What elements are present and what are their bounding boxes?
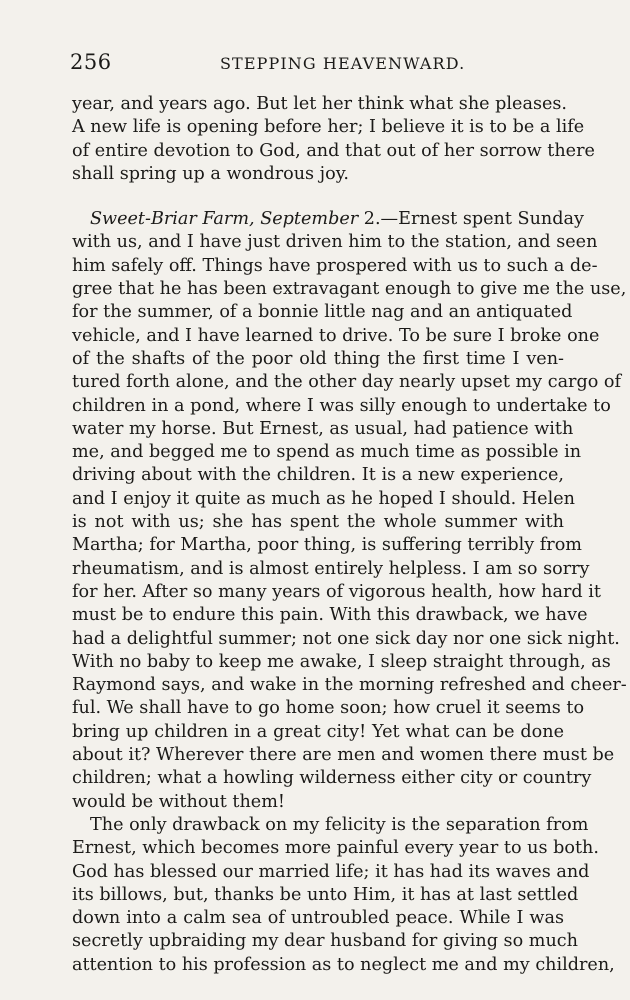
text-line: Raymond says, and wake in the morning refreshed and cheer- [72,675,627,696]
text-line: driving about with the children. It is a new experience, [72,465,564,486]
text-line: year, and years ago. But let her think what she pleases. [72,94,568,114]
text-line: secretly upbraiding my dear husband for giving so much [72,931,578,952]
text-line: for her. After so many years of vigorous health, how hard it [72,581,601,602]
text-line: gree that he has been extravagant enough to give me the use, [72,279,627,300]
text-line: God has blessed our married life; it has had its waves and [72,861,590,882]
text-line: With no baby to keep me awake, I sleep straight through, as [72,651,611,672]
text-line: its billows, but, thanks be unto Him, it has at last settled [72,884,579,905]
text-line: shall spring up a wondrous joy. [72,163,349,184]
text-line: children in a pond, where I was silly enough to undertake to [72,395,611,416]
text-line: of the shafts of the poor old thing the first time I ven- [72,348,564,369]
text-line: and I enjoy it quite as much as he hoped I should. Helen [72,488,575,509]
running-head: STEPPING HEAVENWARD. [220,54,466,73]
page-number: 256 [70,50,112,74]
paragraph [72,208,627,814]
text-line: Martha; for Martha, poor thing, is suffering terribly from [72,535,582,556]
text-line: me, and begged me to spend as much time as possible in [72,442,582,463]
body-text [72,93,627,977]
text-line: A new life is opening before her; I believe it is to be a life [72,117,585,138]
text-line: of entire devotion to God, and that out of her sorrow there [72,140,595,161]
text-line: tured forth alone, and the other day nearly upset my cargo of [72,372,622,393]
paragraph-gap [72,186,564,208]
text-line: water my horse. But Ernest, as usual, had patience with [72,418,574,439]
text-line: vehicle, and I have learned to drive. To be sure I broke one [72,325,600,346]
text-line: must be to endure this pain. With this drawback, we have [72,605,588,626]
text-line: about it? Wherever there are men and women there must be [72,745,615,766]
text-line: for the summer, of a bonnie little nag and an antiquated [72,302,573,323]
text-line: with us, and I have just driven him to the station, and seen [72,232,598,253]
paragraph [72,814,615,977]
paragraph [72,93,595,186]
dateline: Sweet-Briar Farm, September [90,209,359,230]
text-line: down into a calm sea of untroubled peace. While I was [72,908,564,929]
text-line-rest: 2.—Ernest spent Sunday [358,209,584,230]
text-line: bring up children in a great city! Yet what can be done [72,721,564,742]
text-line: ful. We shall have to go home soon; how cruel it seems to [72,698,585,719]
text-line: had a delightful summer; not one sick day nor one sick night. [72,628,620,649]
text-line: attention to his profession as to neglect me and my children, [72,954,615,975]
text-line: The only drawback on my felicity is the separation from [90,814,589,835]
text-line: Ernest, which becomes more painful every year to us both. [72,838,599,859]
text-line [72,208,584,231]
page-header [70,50,564,80]
text-line: children; what a howling wilderness either city or country [72,768,592,789]
text-line: is not with us; she has spent the whole summer with [72,512,564,533]
text-line: would be without them! [72,791,285,812]
text-line: him safely off. Things have prospered with us to such a de- [72,255,598,276]
text-line: rheumatism, and is almost entirely helpless. I am so sorry [72,558,590,579]
